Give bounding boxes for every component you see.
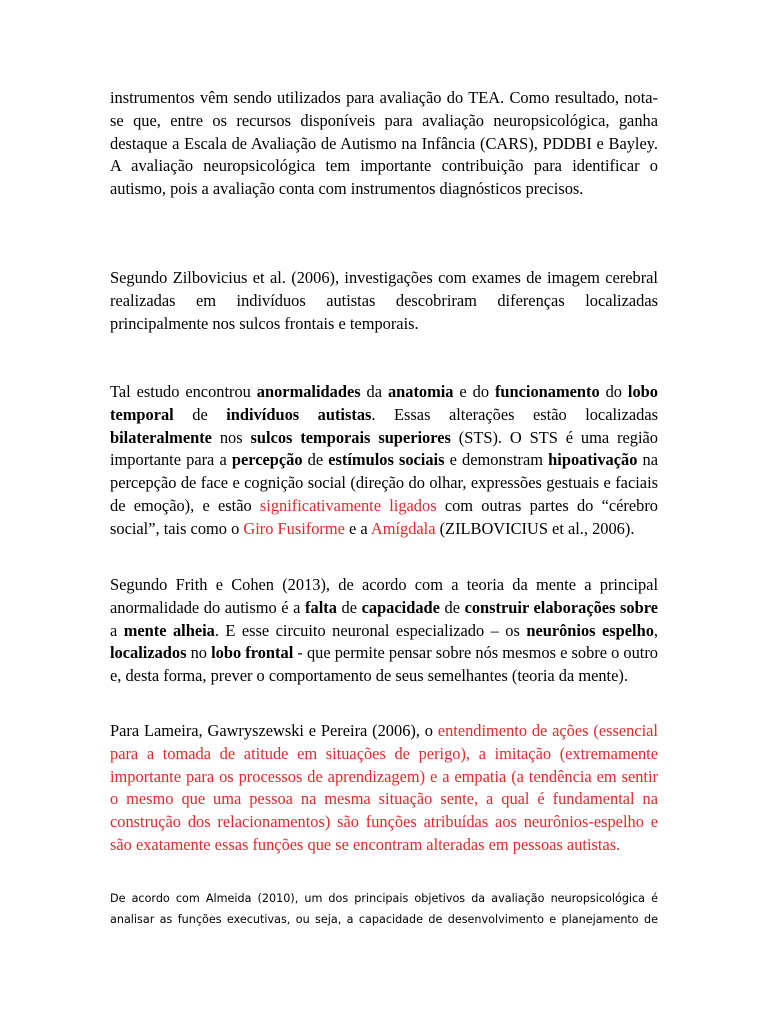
bold-term: estímulos sociais: [328, 450, 445, 470]
paragraph-frith-cohen: [110, 574, 658, 688]
text-run: e do: [453, 382, 495, 401]
bold-term: construir elaborações sobre: [464, 597, 658, 617]
red-highlight: entendimento de ações (essencial para a tomada de atitude em situações de perigo), a imitação (extremamente importante para os processos de aprendizagem) e a empatia (a tendência em sentir o mesmo que uma pessoa na mesma situação sente, a qual é fundamental na construção dos relacionamentos) são funções atribuídas aos neurônios-espelho e são exatamente essas funções que se encontram alteradas em pessoas autistas.: [110, 721, 658, 854]
paragraph-almeida: De acordo com Almeida (2010), um dos principais objetivos da avaliação neuropsicológica é analisar as funções executivas, ou seja, a capacidade de desenvolvimento e planejamento de: [110, 892, 658, 926]
text-run: a: [110, 620, 124, 640]
text-run: com outras partes do “cérebro social”, tais como o: [110, 495, 658, 538]
text-run: Segundo Frith e Cohen (2013), de acordo com a teoria da mente a principal anormalidade do autismo é a: [110, 575, 658, 617]
bold-term: sulcos temporais superiores: [250, 427, 451, 447]
text-run: . Essas alterações estão localizadas: [371, 404, 658, 424]
paragraph-lameira: [110, 720, 658, 857]
text-run: na percepção de face e cognição social (direção do olhar, expressões gestuais e faciais de emoção), e estão: [110, 450, 658, 515]
bold-term: bilateralmente: [110, 427, 212, 447]
text-run: ,: [653, 620, 659, 640]
bold-term: lobo frontal: [211, 643, 294, 663]
text-run: Tal estudo encontrou: [110, 382, 257, 401]
red-highlight: Amígdala: [370, 518, 436, 538]
bold-term: percepção: [231, 450, 303, 470]
bold-term: hipoativação: [548, 450, 638, 470]
bold-term: indivíduos autistas: [226, 404, 372, 424]
bold-term: funcionamento: [494, 382, 600, 401]
red-highlight: Giro Fusiforme: [243, 518, 345, 538]
text-run: do: [599, 382, 628, 401]
text-run: e demonstram: [444, 450, 549, 470]
bold-term: falta: [305, 597, 337, 617]
text-run: de: [302, 450, 329, 470]
text-run: da: [360, 382, 388, 401]
bold-term: anormalidades: [256, 382, 361, 401]
red-highlight: significativamente ligados: [259, 495, 437, 515]
text-run: de: [439, 597, 465, 617]
bold-term: lobo temporal: [110, 382, 658, 424]
bold-term: capacidade: [361, 597, 440, 617]
bold-term: mente alheia: [123, 620, 215, 640]
bold-term: localizados: [110, 643, 187, 663]
text-run: Para Lameira, Gawryszewski e Pereira (2006), o: [110, 721, 438, 740]
text-run: (ZILBOVICIUS et al., 2006).: [435, 518, 635, 538]
paragraph-zilbovicius: Segundo Zilbovicius et al. (2006), investigações com exames de imagem cerebral realizadas em indivíduos autistas descobriram diferenças localizadas principalmente nos sulcos frontais e temporais.: [110, 268, 658, 333]
paragraph-instrumentos: instrumentos vêm sendo utilizados para avaliação do TEA. Como resultado, nota-se que, entre os recursos disponíveis para avaliação neuropsicológica, ganha destaque a Escala de Avaliação de Autismo na Infância (CARS), PDDBI e Bayley. A avaliação neuropsicológica tem importante contribuição para identificar o autismo, pois a avaliação conta com instrumentos diagnósticos precisos.: [110, 88, 658, 199]
text-run: de: [336, 597, 362, 617]
text-run: . E esse circuito neuronal especializado – os: [214, 620, 527, 640]
text-run: no: [186, 643, 212, 663]
text-run: nos: [211, 427, 251, 447]
bold-term: neurônios espelho: [526, 620, 654, 640]
paragraph-estudo-lobo-temporal: [110, 381, 658, 541]
text-run: (STS). O STS é uma região importante para a: [110, 427, 659, 470]
text-run: de: [173, 404, 227, 424]
bold-term: anatomia: [387, 382, 454, 401]
text-run: - que permite pensar sobre nós mesmos e sobre o outro e, desta forma, prever o comportamento de seus semelhantes (teoria da mente).: [110, 643, 659, 686]
text-run: e a: [344, 518, 371, 538]
